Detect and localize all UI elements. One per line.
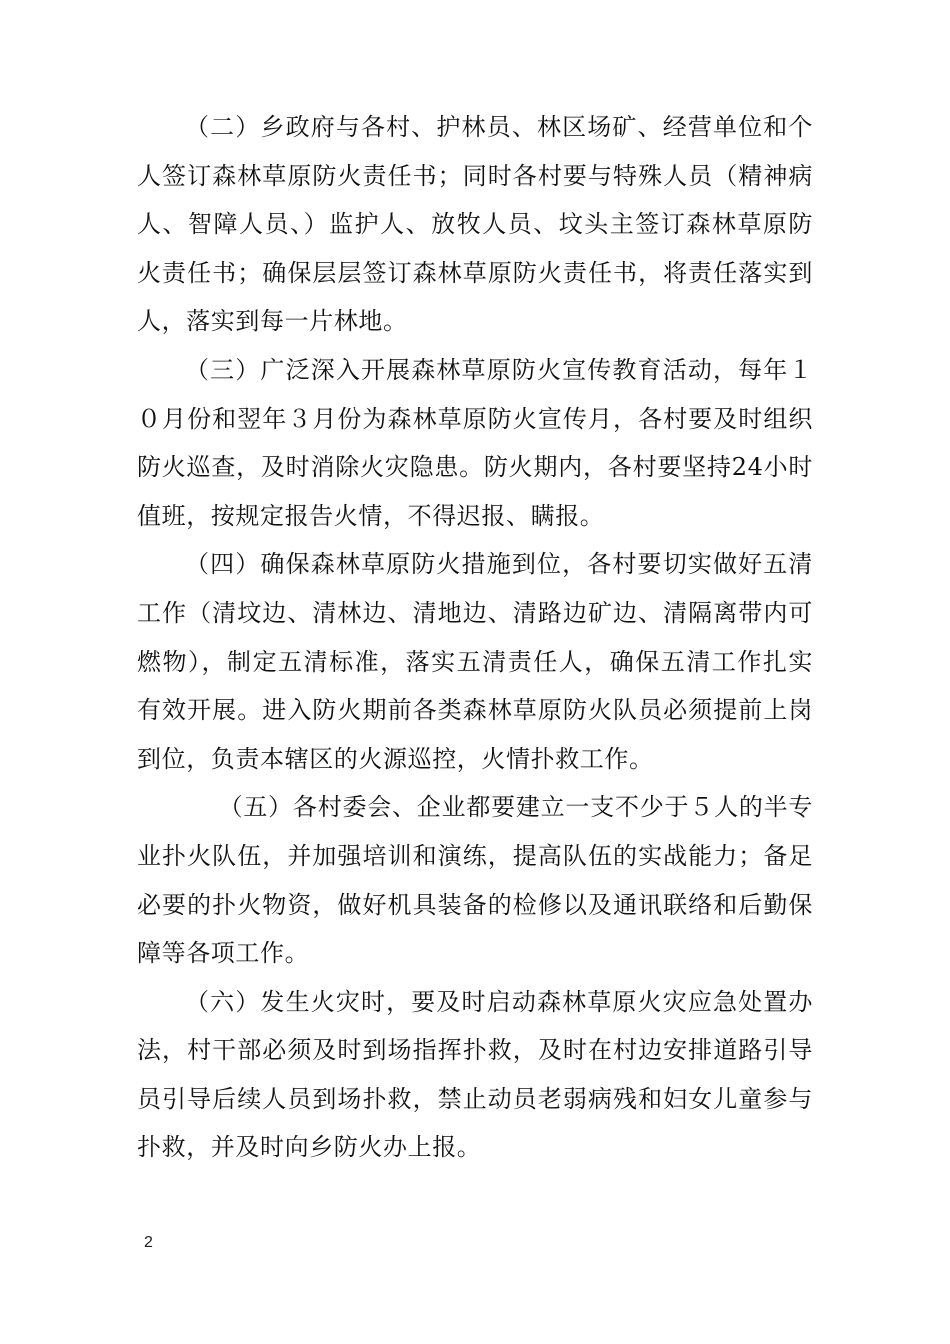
page-number: 2 [144,1234,153,1251]
document-body [137,103,813,1172]
paragraph-6: （六）发生火灾时，要及时启动森林草原火灾应急处置办法，村干部必须及时到场指挥扑救，及时在村边安排道路引导员引导后续人员到场扑救，禁止动员老弱病残和妇女儿童参与扑救，并及时向乡防火办上报。 [137,987,813,1162]
paragraph-3: （三）广泛深入开展森林草原防火宣传教育活动，每年１０月份和翌年３月份为森林草原防火宣传月，各村要及时组织防火巡查，及时消除火灾隐患。防火期内，各村要坚持24小时值班，按规定报告火情，不得迟报、瞒报。 [137,355,813,530]
paragraph-5: （五）各村委会、企业都要建立一支不少于５人的半专业扑火队伍，并加强培训和演练，提高队伍的实战能力；备足必要的扑火物资，做好机具装备的检修以及通讯联络和后勤保障等各项工作。 [137,793,813,968]
paragraph-2: （二）乡政府与各村、护林员、林区场矿、经营单位和个人签订森林草原防火责任书；同时各村要与特殊人员（精神病人、智障人员、）监护人、放牧人员、坟头主签订森林草原防火责任书；确保层层签订森林草原防火责任书，将责任落实到人，落实到每一片林地。 [137,113,813,336]
paragraph-4: （四）确保森林草原防火措施到位，各村要切实做好五清工作（清坟边、清林边、清地边、清路边矿边、清隔离带内可燃物），制定五清标准，落实五清责任人，确保五清工作扎实有效开展。进入防火期前各类森林草原防火队员必须提前上岗到位，负责本辖区的火源巡控，火情扑救工作。 [137,550,813,773]
